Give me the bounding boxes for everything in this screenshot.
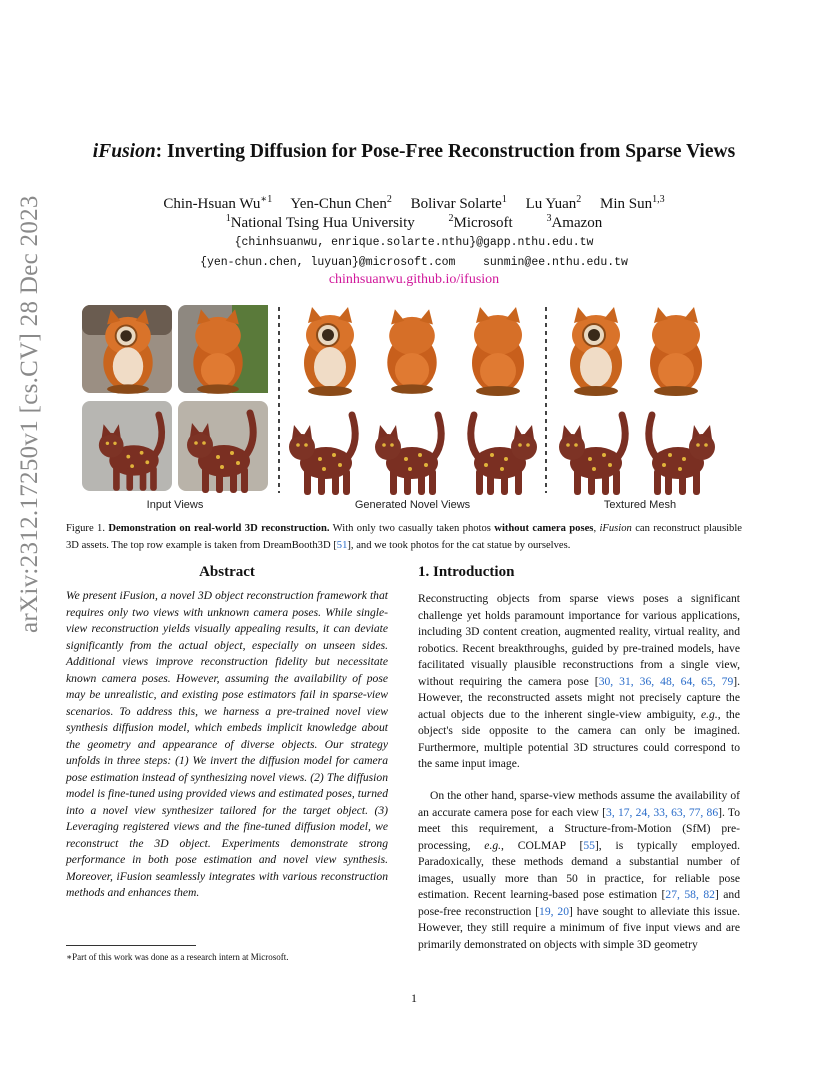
email-line-1: {chinhsuanwu, enrique.solarte.nthu}@gapp.nthu.edu.tw [234, 236, 594, 249]
figure-label-generated: Generated Novel Views [354, 499, 471, 511]
affiliation: $^3$Amazon [546, 213, 603, 231]
footnote: ∗Part of this work was done as a research intern at Microsoft. [66, 952, 289, 962]
input-view-owl-2 [178, 305, 268, 394]
citation-link[interactable]: 3, 17, 24, 33, 63, 77, 86 [606, 805, 719, 819]
novel-view-owl-1 [304, 307, 356, 396]
input-view-cat-1 [82, 401, 172, 491]
title-rest: : Inverting Diffusion for Pose-Free Reconstruction from Sparse Views [155, 141, 736, 162]
novel-view-cat-2 [375, 415, 441, 495]
figure-label-input: Input Views [146, 499, 204, 511]
author: Yen-Chun Chen$^2$ [290, 194, 392, 212]
figure-1-image [82, 303, 746, 495]
arxiv-stamp: arXiv:2312.17250v1 [cs.CV] 28 Dec 2023 [16, 195, 43, 633]
citation-link[interactable]: 51 [336, 539, 348, 551]
mesh-cat-1 [559, 415, 625, 495]
mesh-owl-2 [650, 307, 702, 396]
intro-paragraph-1: Reconstructing objects from sparse views poses a significant challenge yet holds paramount importance for various applications, including 3D content creation, augmented reality, virtual reality, and robotics. Recent breakthroughs, guided by pre-trained models, have facilitated visually plausible reconstructions from a single view, without requiring the camera pose [30, 31, 36, 48, 64, 65, 79]. However, the reconstructed assets might not precisely capture the actual objects due to the inherent single-view ambiguity, e.g., the object's side opposite to the camera can only be imagined. Furthermore, multiple potential 3D structures could correspond to the same input image. [418, 592, 741, 770]
author: Min Sun$^{1,3}$ [600, 194, 665, 212]
abstract-heading: Abstract [199, 564, 255, 580]
page-number: 1 [411, 991, 417, 1005]
author: Bolivar Solarte$^1$ [410, 194, 507, 212]
affiliations [0, 213, 828, 232]
figure-caption: Figure 1. Demonstration on real-world 3D reconstruction. With only two casually taken photos without camera poses, iFusion can reconstruct plausible 3D assets. The top row example is taken from DreamBooth3D [51], and we took photos for the cat statue by ourselves. [66, 523, 742, 551]
email-line-2: {yen-chun.chen, luyuan}@microsoft.com sunmin@ee.nthu.edu.tw [200, 256, 628, 269]
citation-link[interactable]: 30, 31, 36, 48, 64, 65, 79 [598, 674, 734, 688]
novel-view-cat-3 [471, 415, 537, 495]
intro-heading: 1. Introduction [418, 564, 515, 580]
affiliation: $^1$National Tsing Hua University [225, 213, 415, 231]
mesh-owl-1 [570, 307, 622, 396]
input-view-cat-2 [178, 401, 268, 493]
project-link[interactable]: chinhsuanwu.github.io/ifusion [328, 272, 500, 287]
mesh-cat-2 [649, 415, 715, 495]
abstract-text: We present iFusion, a novel 3D object reconstruction framework that requires only two views with unknown camera poses. While single-view reconstruction yields visually appealing results, it can deviate significantly from the actual object, especially on unseen sides. Additional views improve reconstruction fidelity but necessitate known camera poses. However, assuming the availability of pose may be unrealistic, and existing pose estimators fail in sparse-view scenarios. To address this, we harness a pre-trained novel view synthesis diffusion model, which embeds implicit knowledge about the geometry and appearance of diverse objects. Our strategy unfolds in three steps: (1) We invert the diffusion model for camera pose estimation instead of synthesizing novel views. (2) The diffusion model is fine-tuned using provided views and estimated poses, turned into a novel view synthesizer tailored for the target object. (3) Leveraging registered views and the fine-tuned diffusion model, we reconstruct the 3D object. Experiments demonstrate strong performance in both pose estimation and novel view synthesis. Moreover, iFusion seamlessly integrates with various reconstruction methods and enhances them. [66, 589, 388, 899]
affiliation: $^2$Microsoft [448, 213, 513, 231]
footnote-rule [66, 945, 196, 946]
figure-label-mesh: Textured Mesh [603, 499, 677, 511]
novel-view-cat-1 [289, 415, 355, 495]
novel-view-owl-2 [387, 309, 436, 394]
citation-link[interactable]: 19, 20 [539, 904, 569, 918]
author: Chin-Hsuan $Wu^{∗1}$ [163, 194, 273, 212]
citation-link[interactable]: 55 [583, 838, 595, 852]
author-list [0, 194, 828, 213]
paper-title [0, 141, 828, 163]
intro-paragraph-2: On the other hand, sparse-view methods assume the availability of an accurate camera pose for each view [3, 17, 24, 33, 63, 77, 86]. To meet this requirement, a Structure-from-Motion (SfM) pre-processing, e.g., COLMAP [55], is typically employed. Paradoxically, these methods demand a substantial number of images, usually more than 50 in practice, for reliable pose estimation. Recent learning-based pose estimation [27, 58, 82] and pose-free reconstruction [19, 20] have sought to alleviate this issue. However, they still require a minimum of five input views and are primarily demonstrated on objects with simple 3D geometry [418, 789, 741, 951]
author: Lu Yuan$^2$ [525, 194, 582, 212]
novel-view-owl-3 [472, 307, 524, 396]
input-view-owl-1 [82, 305, 172, 394]
title-italic: iFusion [92, 141, 156, 162]
citation-link[interactable]: 27, 58, 82 [665, 888, 715, 901]
